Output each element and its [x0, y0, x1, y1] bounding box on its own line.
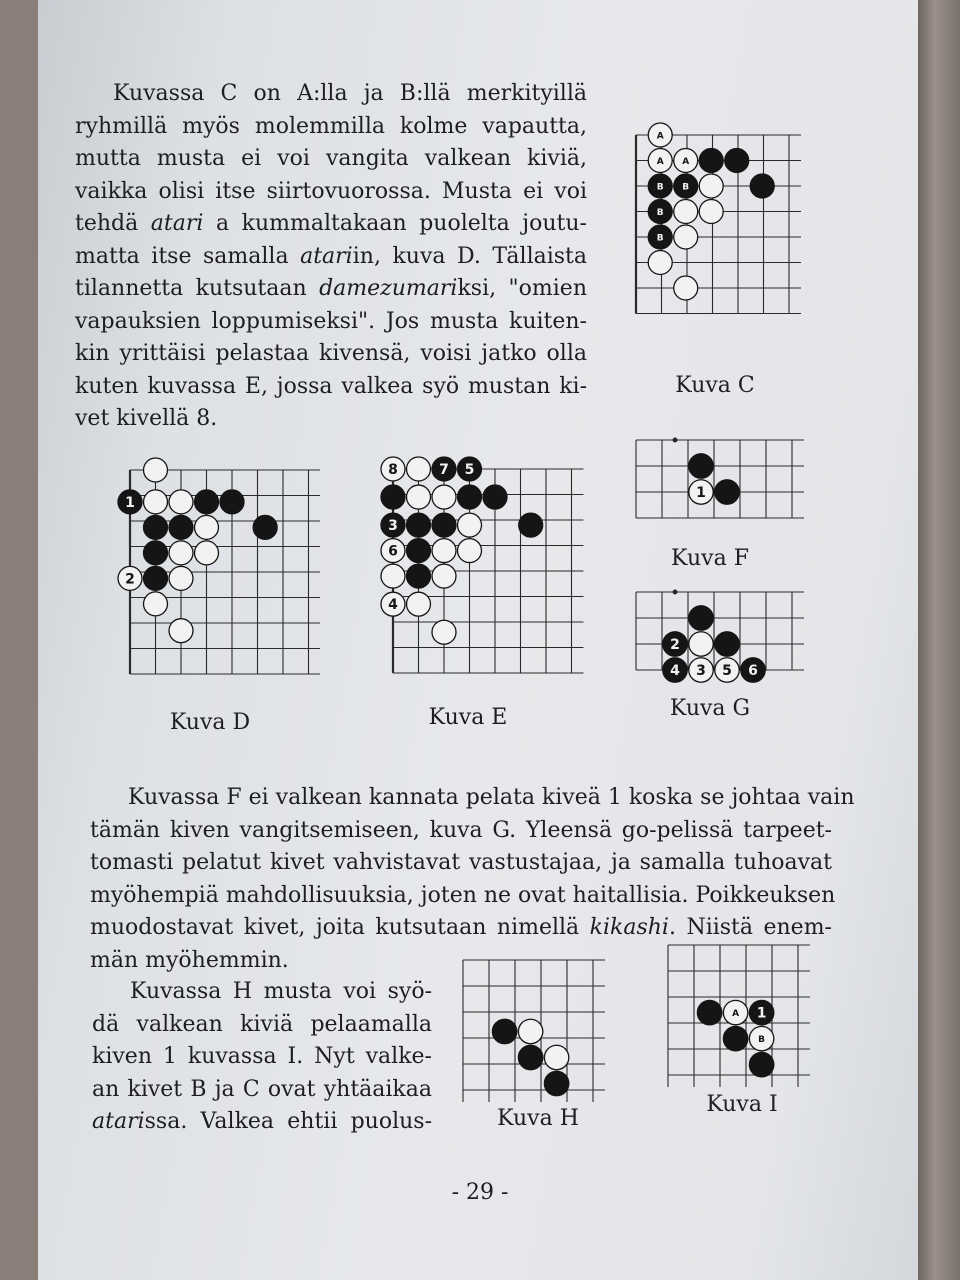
- black-stone: [407, 539, 431, 563]
- white-stone: [674, 149, 698, 173]
- black-stone: [518, 1045, 542, 1069]
- white-stone: [648, 251, 672, 275]
- white-stone: [723, 1000, 747, 1024]
- black-stone: [663, 632, 687, 656]
- star-point: [673, 438, 678, 443]
- white-stone: [144, 490, 168, 514]
- white-stone: [169, 541, 193, 565]
- white-stone: [432, 620, 456, 644]
- go-diagram-f: [630, 428, 805, 528]
- caption-kuva-c: Kuva C: [675, 373, 755, 398]
- text-line: kuten kuvassa E, jossa valkea syö mustan ki-: [75, 373, 587, 399]
- white-stone: [381, 592, 405, 616]
- svg-text:A: A: [682, 157, 690, 167]
- black-stone: [220, 490, 244, 514]
- black-stone: [458, 485, 482, 509]
- text-line: tomasti pelatut kivet vahvistavat vastustajaa, ja samalla tuhoavat: [90, 850, 832, 875]
- svg-text:2: 2: [125, 571, 135, 588]
- text-line: män myöhemmin.: [90, 947, 289, 973]
- white-stone: [699, 200, 723, 224]
- black-stone: [715, 480, 739, 504]
- go-diagram-i: [660, 935, 830, 1095]
- caption-kuva-i: Kuva I: [706, 1092, 778, 1117]
- text-line: tehdä atari a kummaltakaan puolelta joutu-: [75, 211, 587, 236]
- text-line: tämän kiven vangitsemiseen, kuva G. Yleensä go-pelissä tarpeet-: [90, 817, 832, 843]
- white-stone: [381, 457, 405, 481]
- text-line: Kuvassa F ei valkean kannata pelata kiveä 1 koska se johtaa vain: [128, 785, 855, 810]
- svg-text:A: A: [732, 1009, 740, 1020]
- paragraph-3: [92, 976, 432, 1139]
- svg-text:B: B: [656, 233, 664, 244]
- svg-text:3: 3: [388, 518, 398, 535]
- white-stone: [195, 515, 219, 539]
- svg-text:B: B: [682, 182, 690, 193]
- black-stone: [407, 564, 431, 588]
- text-line: vet kivellä 8.: [75, 406, 218, 431]
- page-edge: [918, 0, 960, 1280]
- go-diagram-d: [110, 455, 320, 685]
- black-stone: [118, 490, 142, 514]
- caption-kuva-d: Kuva D: [169, 710, 251, 735]
- black-stone: [648, 200, 672, 224]
- black-stone: [253, 515, 277, 539]
- black-stone: [648, 174, 672, 198]
- text-line: matta itse samalla atariin, kuva D. Tällaista: [75, 243, 588, 269]
- caption-kuva-f: Kuva F: [671, 546, 749, 571]
- svg-text:4: 4: [388, 597, 398, 614]
- svg-text:7: 7: [439, 462, 449, 478]
- text-line: ryhmillä myös molemmilla kolme vapautta,: [75, 113, 587, 139]
- black-stone: [483, 485, 507, 509]
- white-stone: [381, 564, 405, 588]
- text-line: kin yrittäisi pelastaa kivensä, voisi jatko olla: [75, 341, 587, 366]
- black-stone: [544, 1071, 568, 1095]
- text-line: myöhempiä mahdollisuuksia, joten ne ovat haitallisia. Poikkeuksen: [90, 882, 836, 908]
- caption-kuva-h: Kuva H: [497, 1106, 579, 1131]
- white-stone: [432, 485, 456, 509]
- caption-kuva-e: Kuva E: [428, 705, 508, 730]
- white-stone: [674, 225, 698, 249]
- black-stone: [519, 513, 543, 537]
- white-stone: [432, 539, 456, 563]
- svg-text:5: 5: [464, 462, 475, 478]
- white-stone: [458, 539, 482, 563]
- white-stone: [715, 658, 739, 682]
- text-line: vaikka olisi itse siirtovuorossa. Musta ei voi: [75, 178, 587, 204]
- black-stone: [195, 490, 219, 514]
- black-stone: [674, 174, 698, 198]
- text-line: mutta musta ei voi vangita valkean kiviä,: [75, 146, 587, 171]
- go-diagram-e: [370, 452, 585, 677]
- text-line: tilannetta kutsutaan damezumariksi, "omien: [75, 276, 587, 301]
- svg-text:1: 1: [756, 1005, 767, 1022]
- white-stone: [169, 566, 193, 590]
- white-stone: [144, 592, 168, 616]
- svg-text:1: 1: [125, 494, 135, 511]
- white-stone: [407, 592, 431, 616]
- white-stone: [674, 276, 698, 300]
- board-grid: [636, 592, 804, 670]
- black-stone: [144, 515, 168, 539]
- white-stone: [169, 490, 193, 514]
- white-stone: [689, 658, 713, 682]
- black-stone: [723, 1026, 747, 1050]
- go-diagram-g: [630, 580, 805, 690]
- white-stone: [648, 123, 672, 147]
- text-line: vapauksien loppumiseksi". Jos musta kuiten-: [75, 308, 587, 334]
- black-stone: [648, 225, 672, 249]
- svg-text:B: B: [656, 182, 664, 193]
- white-stone: [381, 539, 405, 563]
- black-stone: [381, 513, 405, 537]
- text-line: dä valkean kiviä pelaamalla: [92, 1011, 432, 1037]
- svg-text:A: A: [656, 131, 664, 142]
- black-stone: [750, 174, 774, 198]
- white-stone: [118, 566, 142, 590]
- caption-kuva-g: Kuva G: [669, 696, 751, 721]
- black-stone: [715, 632, 739, 656]
- black-stone: [725, 149, 749, 173]
- black-stone: [144, 566, 168, 590]
- black-stone: [432, 513, 456, 537]
- text-line: muodostavat kivet, joita kutsutaan nimellä kikashi. Niistä enem-: [90, 915, 832, 940]
- white-stone: [749, 1026, 773, 1050]
- white-stone: [518, 1019, 542, 1043]
- black-stone: [663, 658, 687, 682]
- board-grid: [636, 440, 804, 518]
- text-line: atarissa. Valkea ehtii puolus-: [92, 1109, 432, 1134]
- black-stone: [749, 1052, 773, 1076]
- svg-text:6: 6: [388, 543, 398, 560]
- white-stone: [689, 632, 713, 656]
- black-stone: [689, 454, 713, 478]
- svg-text:B: B: [656, 208, 664, 218]
- paragraph-1: [75, 78, 587, 436]
- svg-text:A: A: [656, 157, 664, 167]
- black-stone: [697, 1000, 721, 1024]
- white-stone: [432, 564, 456, 588]
- black-stone: [741, 658, 765, 682]
- black-stone: [432, 457, 456, 481]
- text-line: an kivet B ja C ovat yhtäaikaa: [92, 1076, 432, 1102]
- white-stone: [699, 174, 723, 198]
- black-stone: [381, 485, 405, 509]
- text-line: Kuvassa C on A:lla ja B:llä merkityillä: [113, 81, 587, 106]
- white-stone: [648, 149, 672, 173]
- text-line: Kuvassa H musta voi syö-: [130, 979, 432, 1004]
- black-stone: [458, 457, 482, 481]
- text-line: kiven 1 kuvassa I. Nyt valke-: [92, 1044, 432, 1069]
- svg-text:B: B: [758, 1035, 766, 1046]
- svg-text:4: 4: [670, 663, 680, 679]
- svg-text:6: 6: [748, 663, 758, 679]
- white-stone: [544, 1045, 568, 1069]
- svg-text:5: 5: [722, 663, 732, 679]
- black-stone: [492, 1019, 516, 1043]
- black-stone: [169, 515, 193, 539]
- white-stone: [144, 458, 168, 482]
- black-stone: [407, 513, 431, 537]
- white-stone: [407, 457, 431, 481]
- page-number: - 29 -: [451, 1180, 509, 1205]
- white-stone: [458, 513, 482, 537]
- star-point: [673, 590, 678, 595]
- white-stone: [195, 541, 219, 565]
- svg-text:2: 2: [670, 637, 680, 653]
- go-diagram-c: [630, 118, 820, 343]
- black-stone: [689, 606, 713, 630]
- white-stone: [674, 200, 698, 224]
- white-stone: [169, 619, 193, 643]
- white-stone: [407, 485, 431, 509]
- svg-text:1: 1: [696, 485, 706, 501]
- black-stone: [699, 149, 723, 173]
- svg-text:8: 8: [388, 462, 398, 478]
- go-diagram-h: [455, 950, 625, 1110]
- svg-text:3: 3: [696, 663, 706, 679]
- black-stone: [749, 1000, 773, 1024]
- black-stone: [144, 541, 168, 565]
- white-stone: [689, 480, 713, 504]
